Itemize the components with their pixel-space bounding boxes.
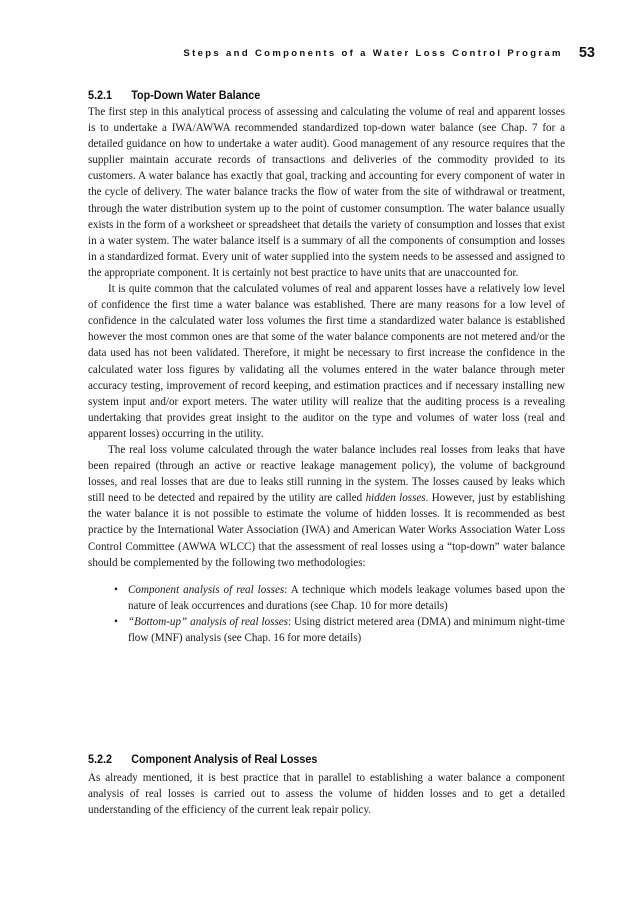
section-number: 5.2.1: [88, 88, 113, 102]
list-item: [88, 582, 565, 614]
list-item-term: Component analysis of real losses: [128, 583, 285, 596]
list-item-text: : A technique which models leakage volumes based upon the nature of leak occurrences and durations (see Chap. 10 for more details): [128, 583, 566, 612]
section-title: Top-Down Water Balance: [131, 88, 261, 102]
list-item-term: “Bottom-up” analysis of real losses: [128, 615, 288, 628]
hidden-losses-term: hidden losses: [365, 492, 426, 505]
methodology-list: [88, 582, 565, 646]
list-item: [88, 614, 565, 646]
page-number: 53: [578, 45, 595, 61]
bullet-icon: •: [114, 583, 118, 596]
paragraph-text: The real loss volume calculated through the water balance includes real losses from leaks that have been repaired (through an active or reactive leakage management policy), the volume of background losses, and real losses that are due to leaks still running in the system. The losses caused by leaks which still need to be detected and repaired by the utility are called: [88, 443, 565, 505]
section-number: 5.2.2: [88, 752, 113, 766]
paragraph: [88, 442, 565, 571]
paragraph: As already mentioned, it is best practice that in parallel to establishing a water balance a component analysis of real losses is carried out to assess the volume of hidden losses and to get a detailed understanding of the efficiency of the current leak repair policy.: [88, 772, 565, 817]
section-heading-component-analysis: [88, 752, 520, 766]
section-heading-top-down-water-balance: [88, 88, 520, 102]
bullet-icon: •: [114, 615, 118, 628]
list-item-text: : Using district metered area (DMA) and minimum night-time flow (MNF) analysis (see Chap. 16 for more details): [128, 615, 565, 644]
paragraph: The first step in this analytical process of assessing and calculating the volume of real and apparent losses is to undertake a IWA/AWWA recommended standardized top-down water balance (see Chap. 7 for a detailed guidance on how to undertake a water audit). Good management of any resource requires that the supplier maintain accurate records of transactions and deliveries of the commodity provided to its customers. A water balance has exactly that goal, tracking and accounting for every component of water in the cycle of delivery. The water balance tracks the flow of water from the site of withdrawal or treatment, through the water distribution system up to the point of customer consumption. The water balance usually exists in the form of a worksheet or spreadsheet that details the variety of consumption and losses that exist in a water system. The water balance itself is a summary of all the components of consumption and losses in a standardized format. Every unit of water supplied into the system needs to be assessed and assigned to the appropriate component. It is certainly not best practice to have units that are unaccounted for.: [88, 106, 565, 279]
section-title: Component Analysis of Real Losses: [131, 752, 318, 766]
section-body: [88, 770, 565, 818]
section-body: [88, 104, 565, 646]
running-head: [88, 43, 595, 63]
paragraph-text: . However, just by establishing the water balance it is not possible to estimate the volume of hidden losses. It is recommended as best practice by the International Water Association (IWA) and American Water Works Association Water Loss Control Committee (AWWA WLCC) that the assessment of real losses using a “top-down” water balance should be complemented by the following two methodologies:: [88, 492, 565, 569]
running-title: Steps and Components of a Water Loss Control Program: [183, 47, 563, 59]
paragraph: It is quite common that the calculated volumes of real and apparent losses have a relatively low level of confidence the first time a water balance was established. There are many reasons for a low level of confidence in the calculated water loss volumes the first time a standardized water balance is established however the most common ones are that some of the water balance components are not metered and/or the data used has not been validated. Therefore, it might be necessary to first increase the confidence in the calculated water loss figures by validating all the volumes entered in the water balance through meter accuracy testing, improvement of record keeping, and estimation practices and if necessary installing new system input and/or export meters. The water utility will realize that the auditing process is a revealing undertaking that provides great insight to the auditor on the type and volumes of water loss (real and apparent losses) occurring in the utility.: [88, 283, 565, 440]
